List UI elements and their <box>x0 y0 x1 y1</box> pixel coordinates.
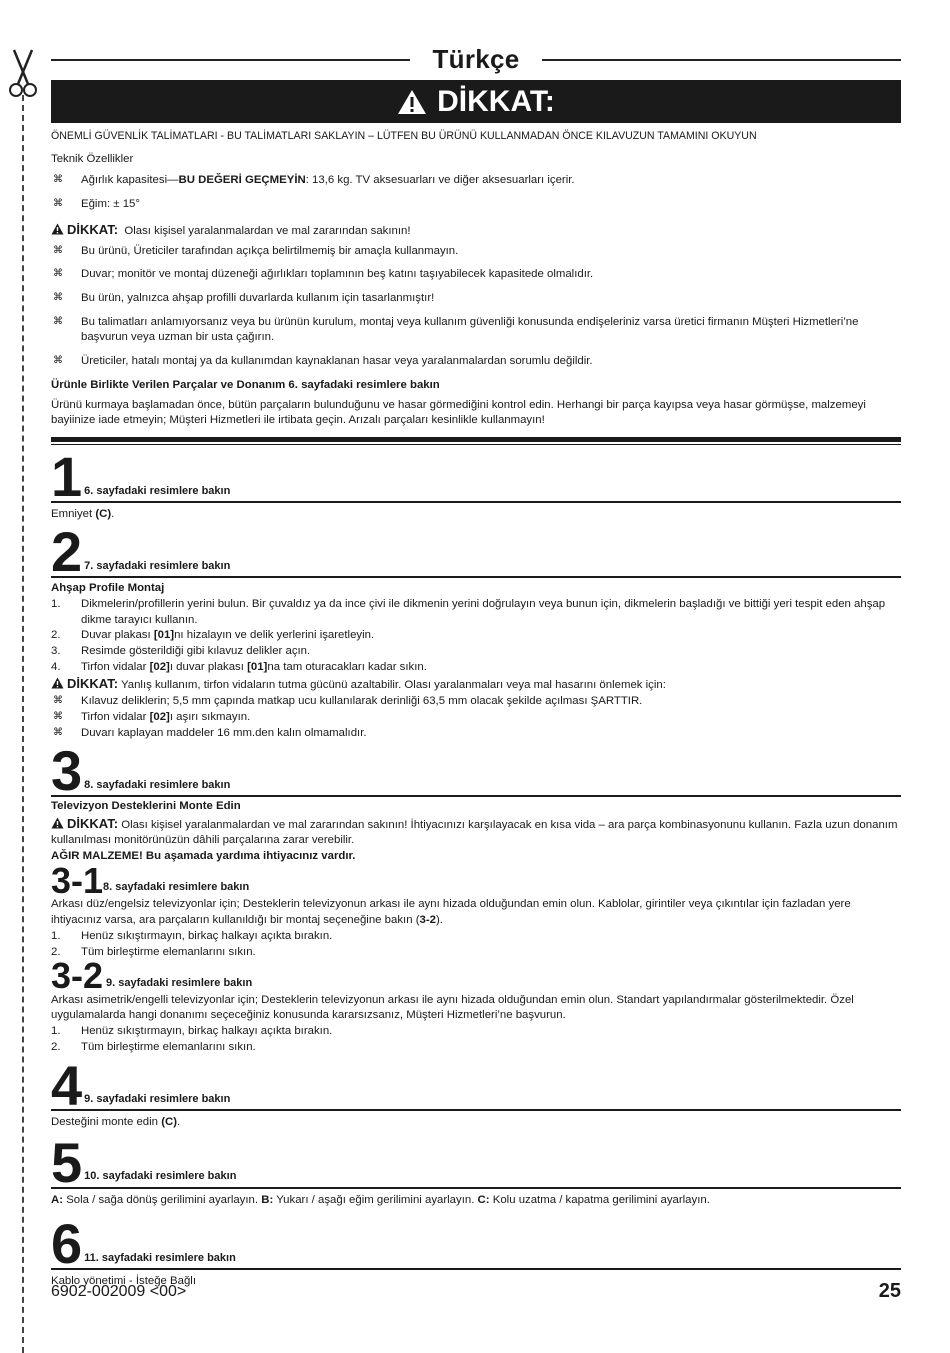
spec-item: ⌘ Ağırlık kapasitesi—BU DEĞERİ GEÇMEYİN: 13,6 kg. TV aksesuarları ve diğer aksesuarları içerir. <box>53 174 575 187</box>
spec-item: ⌘ Eğim: ± 15° <box>53 198 140 211</box>
parts-text: Ürünü kurmaya başlamadan önce, bütün parçaların bulunduğunu ve hasar görmediğini kontrol edin. Herhangi bir parça kayıpsa veya hasar görmüşse, malzemeyi bayiinize iade etmeyin; Müşteri Hizmetleri ile irtibata geçin. Arızalı parçaları kesinlikle kullanmayın! <box>51 398 866 427</box>
step-3-1-text: Arkası düz/engelsiz televizyonlar için; Desteklerin televizyonun arkası ile aynı hizada olduğundan emin olun. Kablolar, girintiler veya çıkıntılar için fazladan yere ihtiyacınız varsa, ara parçaların kullanıldığı bir montaj seçeneğine bakın (3-2). <box>51 898 851 927</box>
step-3-2-header <box>51 955 901 997</box>
step-4-text: Desteğini monte edin (C). <box>51 1116 181 1129</box>
step-ref: 10. sayfadaki resimlere bakın <box>84 1170 237 1183</box>
warning-icon <box>51 677 64 689</box>
step-ref: 9. sayfadaki resimlere bakın <box>106 976 253 989</box>
caution-item: ⌘ Üreticiler, hatalı montaj ya da kullanımdan kaynaklanan hasar veya yaralanmalardan sorumlu değildir. <box>53 355 593 368</box>
step-3-1-list <box>51 929 901 960</box>
step-number: 3 <box>51 739 83 803</box>
list-item: 1. Henüz sıkıştırmayın, birkaç halkayı açıkta bırakın. <box>51 929 333 942</box>
banner-title: DİKKAT: <box>437 84 555 118</box>
warning-icon <box>51 223 64 235</box>
list-item: ⌘ Kılavuz deliklerin; 5,5 mm çapında matkap ucu kullanılarak derinliği 63,5 mm olacak şekilde açılması ŞARTTIR. <box>53 695 643 708</box>
warning-icon <box>397 89 427 115</box>
caution-banner <box>51 80 901 123</box>
list-item: 2. Tüm birleştirme elemanlarını sıkın. <box>51 1040 256 1053</box>
list-item: 1. Henüz sıkıştırmayın, birkaç halkayı açıkta bırakın. <box>51 1025 333 1038</box>
list-item: 4. Tirfon vidalar [02]ı duvar plakası [01]na tam oturacakları kadar sıkın. <box>51 660 427 673</box>
heavy-warning: AĞIR MALZEME! Bu aşamada yardıma ihtiyacınız vardır. <box>51 850 356 863</box>
list-item: 2. Tüm birleştirme elemanlarını sıkın. <box>51 945 256 958</box>
step-3-caution: DİKKAT: Olası kişisel yaralanmalardan ve mal zararından sakının! İhtiyacınızı karşılayacak en kısa vida – ara parça kombinasyonunu kullanın. Fazla uzun donanım kullanılması monitörünüzün dâhili parçalarına zarar verebilir. <box>51 815 898 847</box>
list-item: ⌘ Tirfon vidalar [02]ı aşırı sıkmayın. <box>53 710 251 723</box>
list-item: ⌘ Duvarı kaplayan maddeler 16 mm.den kalın olmamalıdır. <box>53 726 367 739</box>
step-2-bullets <box>51 694 901 741</box>
step-number: 3-1 <box>51 859 104 901</box>
caution-item: ⌘ Bu ürün, yalnızca ahşap profilli duvarlarda kullanım için tasarlanmıştır! <box>53 292 435 305</box>
caution-item: ⌘ Bu ürünü, Üreticiler tarafından açıkça belirtilmemiş bir amaçla kullanmayın. <box>53 244 459 257</box>
step-ref: 6. sayfadaki resimlere bakın <box>84 484 231 497</box>
specs-list <box>51 173 901 212</box>
step-1-text: Emniyet (C). <box>51 507 115 520</box>
step-2-header <box>51 520 901 584</box>
step-1-header <box>51 445 901 509</box>
step-ref: 7. sayfadaki resimlere bakın <box>84 559 231 572</box>
language-title: Türkçe <box>432 44 520 75</box>
step-2-title: Ahşap Profile Montaj <box>51 582 165 595</box>
language-header <box>51 40 901 80</box>
step-number: 4 <box>51 1053 83 1117</box>
specs-title: Teknik Özellikler <box>51 152 134 165</box>
step-2-caution: DİKKAT: Yanlış kullanım, tirfon vidaların tutma gücünü azaltabilir. Olası yaralanmaları veya mal hasarını önlemek için: <box>51 675 901 694</box>
scissors-icon <box>6 46 40 100</box>
warning-icon <box>51 817 64 829</box>
step-3-title: Televizyon Desteklerini Monte Edin <box>51 800 241 813</box>
step-number: 6 <box>51 1212 83 1276</box>
page-content <box>51 40 901 1290</box>
list-item: 3. Resimde gösterildiği gibi kılavuz delikler açın. <box>51 645 311 658</box>
step-6-header <box>51 1212 901 1276</box>
cut-line <box>22 95 24 1353</box>
step-ref: 8. sayfadaki resimlere bakın <box>103 881 250 894</box>
step-number: 1 <box>51 445 83 509</box>
step-number: 2 <box>51 520 83 584</box>
step-5-text: A: Sola / sağa dönüş gerilimini ayarlayın. B: Yukarı / aşağı eğim gerilimini ayarlayın. C: Kolu uzatma / kapatma gerilimini ayarlayın. <box>51 1193 710 1206</box>
document-code: 6902-002009 <00> <box>51 1283 187 1300</box>
list-item: 2. Duvar plakası [01]nı hizalayın ve delik yerlerini işaretleyin. <box>51 629 375 642</box>
step-2-list <box>51 597 901 676</box>
list-item: 1. Dikmelerin/profillerin yerini bulun. Bir çuvaldız ya da ince çivi ile dikmenin yerini doğrulayın veya bunun için, dikmelerin başladığı ve bittiği yeri tespit eden ahşap dikme tarayıcı kullanın. <box>51 597 886 626</box>
step-3-2-list <box>51 1024 901 1055</box>
step-3-header <box>51 739 901 803</box>
step-3-1-header <box>51 859 901 901</box>
page-number: 25 <box>878 1280 901 1302</box>
step-4-header <box>51 1053 901 1117</box>
step-ref: 8. sayfadaki resimlere bakın <box>84 778 231 791</box>
caution-line: DİKKAT: Olası kişisel yaralanmalardan ve mal zararından sakının! <box>51 221 901 240</box>
step-ref: 11. sayfadaki resimlere bakın <box>84 1251 236 1264</box>
step-3-2-text: Arkası asimetrik/engelli televizyonlar için; Desteklerin televizyonun arkası ile aynı hizada olduğundan emin olun. Standart yapılandırmalar gösterilmektedir. Özel uygulamalarda hangi donanımı seçeceğiniz konusunda kararsızsanız, Müşteri Hizmetleri’ne başvurun. <box>51 993 854 1022</box>
cautions-list <box>51 244 901 370</box>
step-number: 5 <box>51 1130 83 1194</box>
step-number: 3-2 <box>51 955 104 997</box>
parts-title: Ürünle Birlikte Verilen Parçalar ve Donanım 6. sayfadaki resimlere bakın <box>51 378 440 391</box>
section-divider <box>51 437 901 442</box>
caution-item: ⌘ Duvar; monitör ve montaj düzeneği ağırlıkları toplamının beş katını taşıyabilecek kapasitede olmalıdır. <box>53 268 594 281</box>
safety-line: ÖNEMLİ GÜVENLİK TALİMATLARI - BU TALİMATLARI SAKLAYIN – LÜTFEN BU ÜRÜNÜ KULLANMADAN ÖNCE KILAVUZUN TAMAMINI OKUYUN <box>51 130 757 142</box>
caution-item: ⌘ Bu talimatları anlamıyorsanız veya bu ürünün kurulum, montaj veya kullanım güvenliği konusunda endişeleriniz varsa üretici firmanın Müşteri Hizmetleri’ne başvurun veya uzman bir usta çağırın. <box>53 315 859 344</box>
step-5-header <box>51 1130 901 1194</box>
step-ref: 9. sayfadaki resimlere bakın <box>84 1093 231 1106</box>
step-6-text: Kablo yönetimi - İsteğe Bağlı <box>51 1274 196 1287</box>
